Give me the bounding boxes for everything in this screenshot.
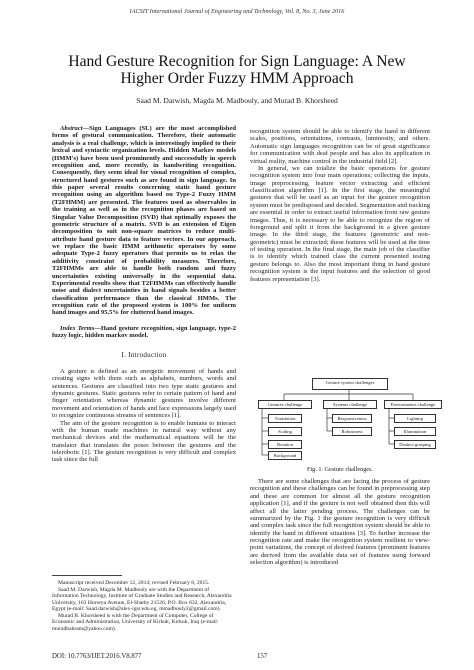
body-paragraph: There are some challenges that are facing the process of gesture recognition and these challenges can be found in preprocessing step and these are common for almost all the gesture recognition application [1], and if the gesture is not well obtained then this will affect all the latter pending process. The challenges can be summarized by the Fig. 1 the gesture recognition is very difficult and complex task since the full recognition system should be able to identify the hand in different situations [3]. To further increase the recognition rate and make the recognition system resilient to view-point variations, the concept of derived features (prominent features are derived from the available data set of features using forward selection algorithm) is introduced <box>250 478 430 567</box>
title-line: Higher Order Fuzzy HMM Approach <box>120 70 354 87</box>
abstract-text: Sign Languages (SL) are the most accomplished forms of gestural communication. Therefore, their automatic analysis is a real challenge, which is interestingly implied to their lexical and syntactic organization levels. Hidden Markov models (HMM's) have been used prominently and successfully in speech recognition and, more recently, in handwriting recognition. Consequently, they seem ideal for visual recognition of complex, structured hand gestures such as are found in sign language. In this paper several results concerning static hand gesture recognition using an algorithm based on Type-2 Fuzzy HMM (T2FHMM) are presented. The features used as observables in the training as well as in the recognition phases are based on Singular Value Decomposition (SVD) that optimally exposes the geometric structure of a matrix. SVD is an extension of Eigen decomposition to suit non-square matrices to reduce multi-attribute hand gesture data to feature vectors. In our approach, we replace the basic HMM arithmetic operators by some adequate Type-2 fuzzy operators that permits us to relax the additivity constraint of probability measures. Therefore, T2FHMMs are able to handle both random and fuzzy uncertainties existing universally in the sequential data. Experimental results show that T2FHMMs can effectively handle noise and dialect uncertainties in hand signals besides a better classification performance than the classical HMMs. The recognition rate of the proposed system is 100% for uniform hand images and 95.5% for cluttered hand images. <box>52 125 236 317</box>
footnote-divider <box>52 575 122 576</box>
figure-root-box: Gesture system challenges <box>312 378 388 390</box>
right-column-bottom <box>250 478 430 567</box>
abstract-label: Abstract <box>60 125 83 132</box>
right-column-top <box>250 128 430 283</box>
index-terms-text: Hand gesture recognition, sign language, type-2 fuzzy logic, hidden markov model. <box>52 324 236 340</box>
section-heading: I. Introduction <box>121 350 167 359</box>
figure-leaf-box: Robustness <box>332 427 372 436</box>
figure-leaf-box: Background <box>268 451 302 460</box>
figure-leaf-box: Distinct grasping <box>394 440 436 449</box>
figure-leaf-box: Translation <box>268 414 302 423</box>
paper-title <box>30 53 444 87</box>
author-list: Saad M. Darwish, Magda M. Madbouly, and Murad B. Khorsheed <box>136 96 338 105</box>
footnote-item: Murad B. Khorsheed is with the Department of Computer, College of Economic and Administration, University of Kirkuk, Kirkuk, Iraq (e-mail: muradbahram@yahoo.com). <box>52 612 219 632</box>
figure-branch-box: Gestures challenge <box>258 400 312 409</box>
footnote-item: Saad M. Darwish, Magda M. Madbouly are with the Department of Information Technology, Institute of Graduate Studies and Research, Alexandria University, 163 Horreya Avenue, El-Shatby 21526, P.O. Box 832, Alexandria, Egypt (e-mail: Saad.darwish@alex-igsr.edu.eg, mmadbouly2@gmail.com). <box>52 586 232 612</box>
abstract: Abstract—Sign Languages (SL) are the most accomplished forms of gestural communication. Therefore, their automatic analysis is a real challenge, which is interestingly implied to their lexical and syntactic organization levels. Hidden Markov models (HMM's) have been used prominently and successfully in speech recognition and, more recently, in handwriting recognition. Consequently, they seem ideal for visual recognition of complex, structured hand gestures such as are found in sign language. In this paper several results concerning static hand gesture recognition using an algorithm based on Type-2 Fuzzy HMM (T2FHMM) are presented. The features used as observables in the training as well as in the recognition phases are based on Singular Value Decomposition (SVD) that optimally exposes the geometric structure of a matrix. SVD is an extension of Eigen decomposition to suit non-square matrices to reduce multi-attribute hand gesture data to feature vectors. In our approach, we replace the basic HMM arithmetic operators by some adequate Type-2 fuzzy operators that permits us to relax the additivity constraint of probability measures. Therefore, T2FHMMs are able to handle both random and fuzzy uncertainties existing universally in the sequential data. Experimental results show that T2FHMMs can effectively handle noise and dialect uncertainties in hand signals besides a better classification performance than the classical HMMs. The recognition rate of the proposed system is 100% for uniform hand images and 95.5% for cluttered hand images. <box>52 125 236 317</box>
figure-branch-box: Environments challenge <box>384 400 442 409</box>
body-paragraph: In general, we can totalize the basic operations for gesture recognition system into four main operations; collecting the inputs, image preprocessing, feature vector extracting and efficient classification algorithm [1]. In the first stage, the meaningful gestures that will be used as an input for the gesture recognition system must be predisposed and decided. Segmentation and tracking are essential in order to extract useful information from raw gesture images. Thus, it is necessary to be able to recognize the region of foreground and split it from the background in a given gesture image. In the third stage, the features (geometric and non-geometric) must be extracted; these features will be used at the time of testing operation. In the final stage, the main job of the classifier is to identify which trained class the current presented testing gesture belongs to. Also the most important thing in hand gesture recognition system is the input features and the selection of good features representation [3]. <box>250 164 430 283</box>
figure-leaf-box: Responsiveness <box>332 414 372 423</box>
figure-leaf-box: Illumination <box>394 427 436 436</box>
index-terms-label: Index Terms <box>60 324 95 332</box>
intro-paragraph: A gesture is defined as an energetic movement of hands and creating signs with them such as alphabets, numbers, words and sentences. Gestures are classified into two type static gestures and dynamic gestures. Static gestures refer to certain pattern of hand and finger orientation whereas dynamic gestures involve different movement and orientation of hands and face expressions largely used to recognize continuous streams of sentences [1]. <box>52 367 236 420</box>
body-paragraph: recognition system should be able to identify the hand in different scales, positions, orientations, contrasts, luminosity, and others. Automatic sign languages recognition can be of great significance for communication with deaf people and has also its application in virtual reality, machine control in the industrial field [2]. <box>250 128 430 165</box>
title-line: Hand Gesture Recognition for Sign Language: A New <box>68 53 406 70</box>
doi-label: DOI: 10.7763/IJET.2016.V8.877 <box>52 653 142 660</box>
index-terms: Index Terms—Hand gesture recognition, sign language, type-2 fuzzy logic, hidden markov model. <box>52 324 236 340</box>
journal-header: IACSIT International Journal of Engineering and Technology, Vol. 8, No. 3, June 2016 <box>129 8 345 15</box>
footnotes <box>52 580 236 632</box>
figure-leaf-box: Scaling <box>268 427 302 436</box>
page-number: 157 <box>257 653 268 660</box>
gesture-challenges-figure <box>256 373 442 465</box>
footnote-item: Manuscript received December 12, 2014; revised February 8, 2015. <box>58 580 210 586</box>
intro-paragraph: The aim of the gesture recognition is to enable humans to interact with the human made machines in natural way without any mechanical devices and the mathematical equations will be the translator that translates the poses between the gestures and the telerobotic [1]. The gesture recognition is very difficult and complex task since the full <box>52 419 236 464</box>
figure-leaf-box: Lighting <box>394 414 436 423</box>
figure-branch-box: Systems challenge <box>323 400 377 409</box>
left-column <box>52 125 236 464</box>
figure-leaf-box: Rotation <box>268 440 302 449</box>
figure-caption: Fig. 1. Gesture challenges. <box>307 466 373 473</box>
